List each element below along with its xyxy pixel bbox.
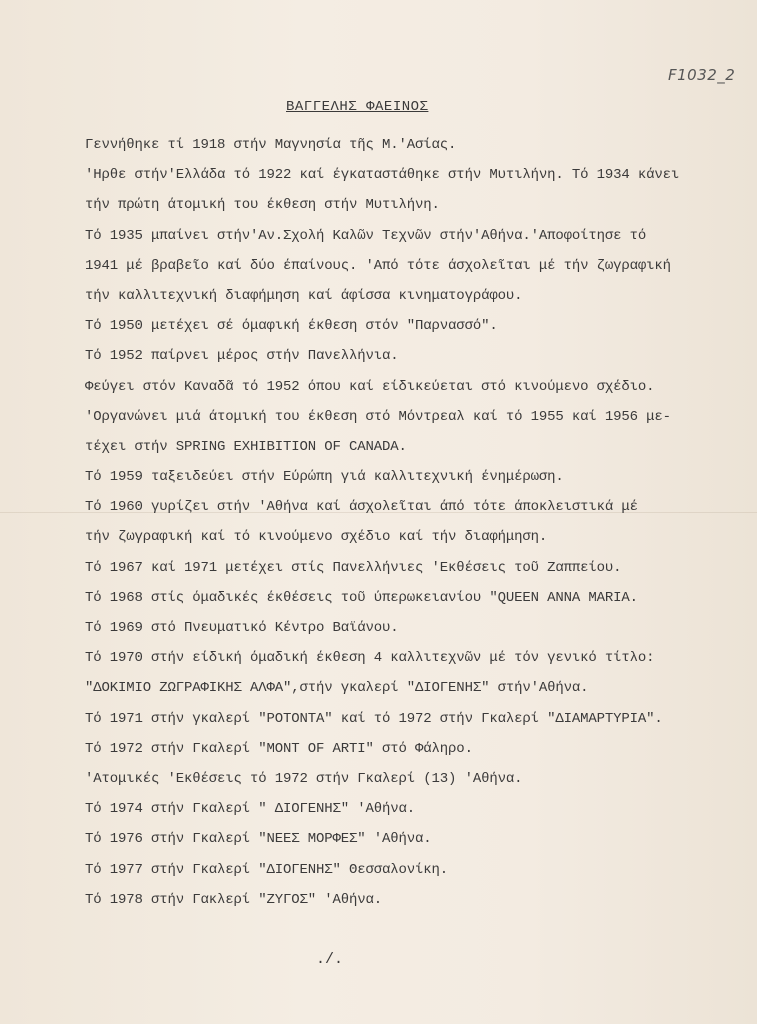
- text-line: 'Οργανώνει μιά άτομική του έκθεση στό Μόντρεαλ καί τό 1955 καί 1956 με-: [85, 408, 671, 425]
- text-line: Τό 1969 στό Πνευματικό Κέντρο Βαϊάνου.: [85, 620, 399, 636]
- text-line: Τό 1972 στήν Γκαλερί "MONT OF ARTI" στό Φάληρο.: [85, 740, 473, 757]
- text-line: Φεύγει στόν Καναδᾶ τό 1952 όπου καί είδικεύεται στό κινούμενο σχέδιο.: [85, 378, 655, 395]
- text-line: Τό 1950 μετέχει σέ όμαφική έκθεση στόν "Παρνασσό".: [85, 318, 498, 335]
- text-line: Τό 1974 στήν Γκαλερί " ΔΙΟΓΕΝΗΣ" 'Αθήνα.: [85, 801, 416, 818]
- text-line: τήν πρώτη άτομική του έκθεση στήν Μυτιλήνη.: [85, 197, 440, 214]
- text-line: Τό 1959 ταξειδεύει στήν Εύρώπη γιά καλλιτεχνική ένημέρωση.: [85, 469, 564, 486]
- text-line: Τό 1970 στήν είδική όμαδική έκθεση 4 καλλιτεχνῶν μέ τόν γενικό τίτλο:: [85, 650, 655, 667]
- text-line: 'Ατομικές 'Εκθέσεις τό 1972 στήν Γκαλερί (13) 'Αθήνα.: [85, 770, 523, 787]
- text-line: Τό 1952 παίρνει μέρος στήν Πανελλήνια.: [85, 348, 399, 365]
- text-line: Τό 1960 γυρίζει στήν 'Αθήνα καί άσχολεῖται άπό τότε άποκλειστικά μέ: [85, 499, 638, 516]
- text-line: Τό 1978 στήν Γακλερί "ΖΥΓΟΣ" 'Αθήνα.: [85, 891, 383, 908]
- text-line: τήν ζωγραφική καί τό κινούμενο σχέδιο καί τήν διαφήμηση.: [85, 529, 548, 546]
- text-line: Τό 1977 στήν Γκαλερί "ΔΙΟΓΕΝΗΣ" Θεσσαλονίκη.: [85, 861, 449, 878]
- text-line: Τό 1968 στίς όμαδικές έκθέσεις τοῦ ύπερωκειανίου "QUEEN ANNA MARIA.: [85, 589, 638, 606]
- text-line: Τό 1967 καί 1971 μετέχει στίς Πανελλήνιες 'Εκθέσεις τοῦ Ζαππείου.: [85, 559, 622, 576]
- biography-text: [85, 134, 745, 919]
- text-line: τέχει στήν SPRING EXHIBITION OF CANADA.: [85, 438, 407, 455]
- text-line: 1941 μέ βραβεῖο καί δύο έπαίνους. 'Από τότε άσχολεῖται μέ τήν ζωγραφική: [85, 257, 671, 274]
- text-line: Γεννήθηκε τί 1918 στήν Μαγνησία τῆς Μ.'Ασίας.: [85, 137, 457, 153]
- text-line: 'Ηρθε στήν'Ελλάδα τό 1922 καί έγκαταστάθηκε στήν Μυτιλήνη. Τό 1934 κάνει: [85, 167, 680, 184]
- text-line: Τό 1976 στήν Γκαλερί "ΝΕΕΣ ΜΟΡΦΕΣ" 'Αθήνα.: [85, 831, 432, 848]
- handwritten-reference-note: F1032_2: [668, 66, 736, 84]
- document-title: ΒΑΓΓΕΛΗΣ ΦΑΕΙΝΟΣ: [286, 99, 429, 115]
- continuation-mark: ./.: [316, 951, 344, 968]
- text-line: Τό 1935 μπαίνει στήν'Αν.Σχολή Καλῶν Τεχνῶν στήν'Αθήνα.'Αποφοίτησε τό: [85, 227, 647, 244]
- text-line: τήν καλλιτεχνική διαφήμηση καί άφίσσα κινηματογράφου.: [85, 287, 523, 304]
- text-line: "ΔΟΚΙΜΙΟ ΖΩΓΡΑΦΙΚΗΣ ΑΛΦΑ",στήν γκαλερί "ΔΙΟΓΕΝΗΣ" στήν'Αθήνα.: [85, 680, 589, 697]
- text-line: Τό 1971 στήν γκαλερί "ΡΟΤΟΝΤΑ" καί τό 1972 στήν Γκαλερί "ΔΙΑΜΑΡΤΥΡΙΑ".: [85, 710, 663, 727]
